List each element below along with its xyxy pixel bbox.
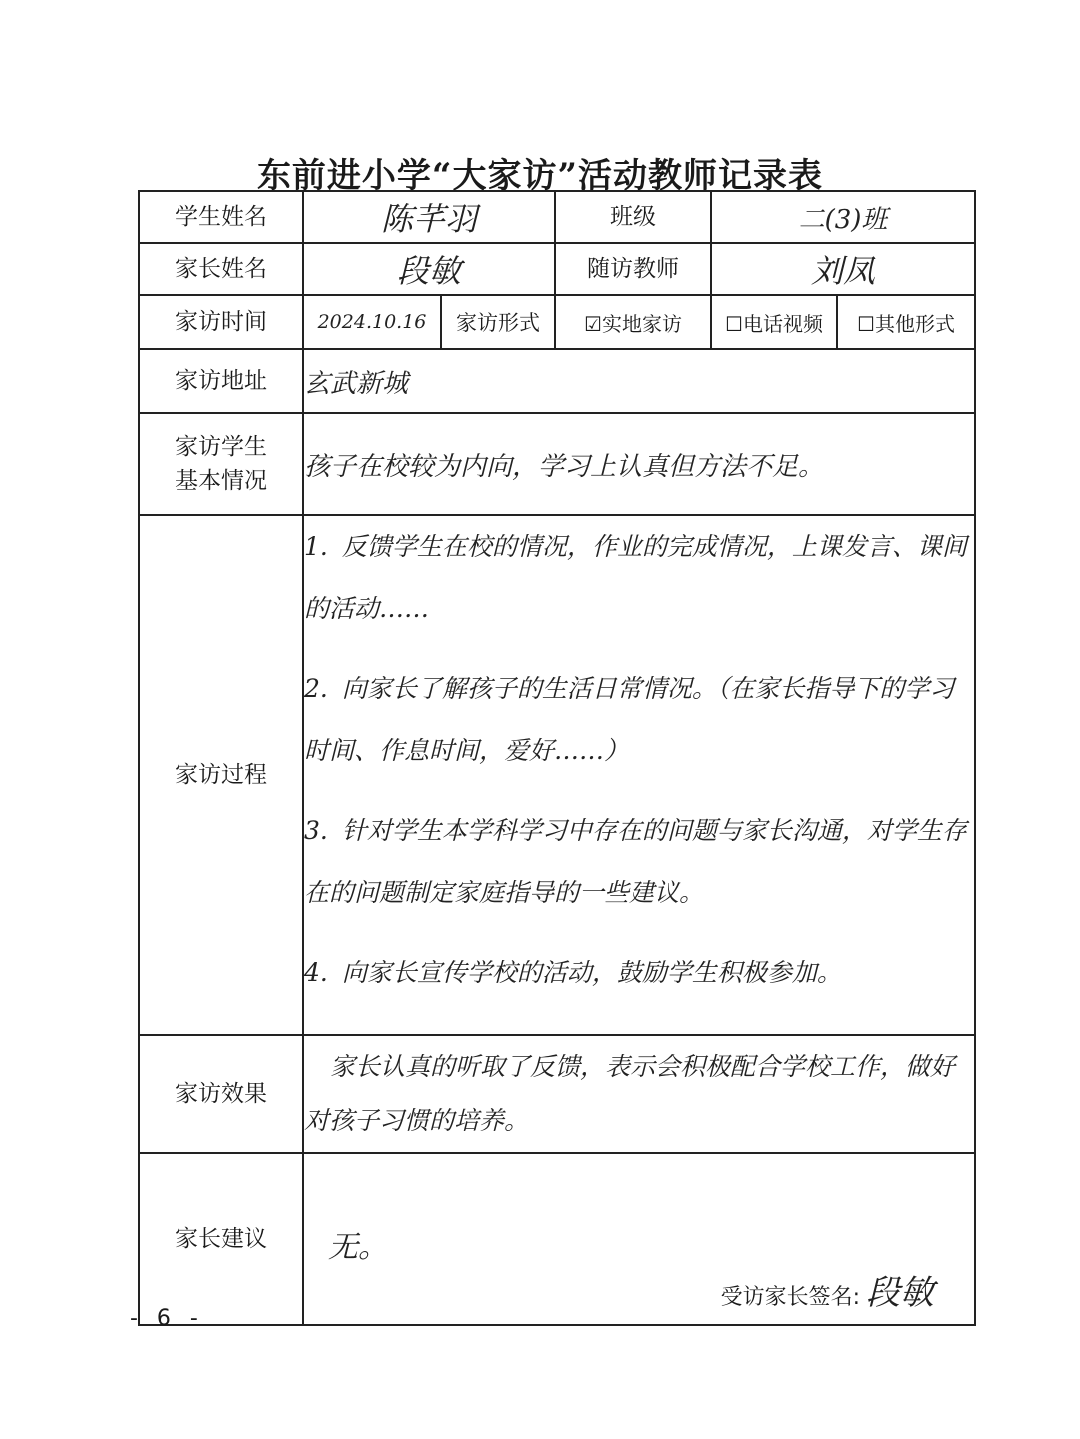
visit-form-label: 家访形式 (456, 311, 540, 335)
effect-label: 家访效果 (139, 1035, 303, 1153)
class-label: 班级 (555, 191, 711, 243)
process-item-text: 向家长了解孩子的生活日常情况。（在家长指导下的学习时间、作息时间，爱好……） (304, 674, 955, 765)
suggestion-label: 家长建议 (139, 1153, 303, 1325)
process-item-text: 向家长宣传学校的活动，鼓励学生积极参加。 (341, 958, 842, 987)
process-item-number: 1. (304, 532, 328, 561)
checked-box-icon: ☑ (584, 311, 602, 336)
process-item-text: 针对学生本学科学习中存在的问题与家长沟通，对学生存在的问题制定家庭指导的一些建议。 (304, 816, 967, 907)
process-item-text: 反馈学生在校的情况，作业的完成情况，上课发言、课间的活动…… (304, 532, 967, 623)
class-value: 二(3)班 (711, 191, 975, 243)
row-process (139, 515, 975, 1035)
accompany-teacher-label: 随访教师 (555, 243, 711, 295)
form-option-other (837, 295, 975, 349)
visit-time-value: 2024.10.16 (304, 296, 442, 348)
row-address (139, 349, 975, 413)
row-effect (139, 1035, 975, 1153)
suggestion-value: 无。 (328, 1230, 388, 1265)
form-option-onsite-label: 实地家访 (601, 311, 682, 336)
basic-info-label (139, 413, 303, 515)
accompany-teacher-value: 刘凤 (711, 243, 975, 295)
process-item-number: 3. (304, 816, 328, 845)
parent-name-value: 段敏 (303, 243, 555, 295)
basic-info-value: 孩子在校较为内向，学习上认真但方法不足。 (303, 413, 975, 515)
visit-time-label: 家访时间 (139, 295, 303, 349)
parent-signature: 段敏 (866, 1273, 934, 1313)
student-name-value: 陈芊羽 (303, 191, 555, 243)
row-student (139, 191, 975, 243)
effect-value: 家长认真的听取了反馈，表示会积极配合学校工作，做好对孩子习惯的培养。 (303, 1035, 975, 1153)
suggestion-cell (303, 1153, 975, 1325)
row-parent (139, 243, 975, 295)
process-item (304, 942, 974, 1004)
row-time-form (139, 295, 975, 349)
process-item (304, 800, 974, 924)
process-label: 家访过程 (139, 515, 303, 1035)
process-item-number: 4. (304, 958, 328, 987)
basic-info-label-line1: 家访学生 (175, 434, 267, 460)
form-option-onsite (555, 295, 711, 349)
address-value: 玄武新城 (303, 349, 975, 413)
student-name-label: 学生姓名 (139, 191, 303, 243)
form-title: 东前进小学“大家访”活动教师记录表 (256, 156, 824, 196)
process-item (304, 658, 974, 782)
unchecked-box-icon: ☐ (725, 311, 743, 336)
page-number: - 6 - (130, 1306, 204, 1331)
process-item-number: 2. (304, 674, 328, 703)
row-basic-info (139, 413, 975, 515)
process-item (304, 516, 974, 640)
visit-time-form-cell (303, 295, 555, 349)
signature-label: 受访家长签名: (720, 1285, 860, 1310)
form-option-phone (711, 295, 837, 349)
form-option-other-label: 其他形式 (874, 311, 955, 336)
signature-row (721, 1265, 934, 1314)
visit-record-table (138, 190, 976, 1326)
unchecked-box-icon: ☐ (857, 311, 875, 336)
form-option-phone-label: 电话视频 (742, 311, 823, 336)
basic-info-label-line2: 基本情况 (175, 468, 267, 494)
row-suggestion (139, 1153, 975, 1325)
process-content (303, 515, 975, 1035)
parent-name-label: 家长姓名 (139, 243, 303, 295)
address-label: 家访地址 (139, 349, 303, 413)
